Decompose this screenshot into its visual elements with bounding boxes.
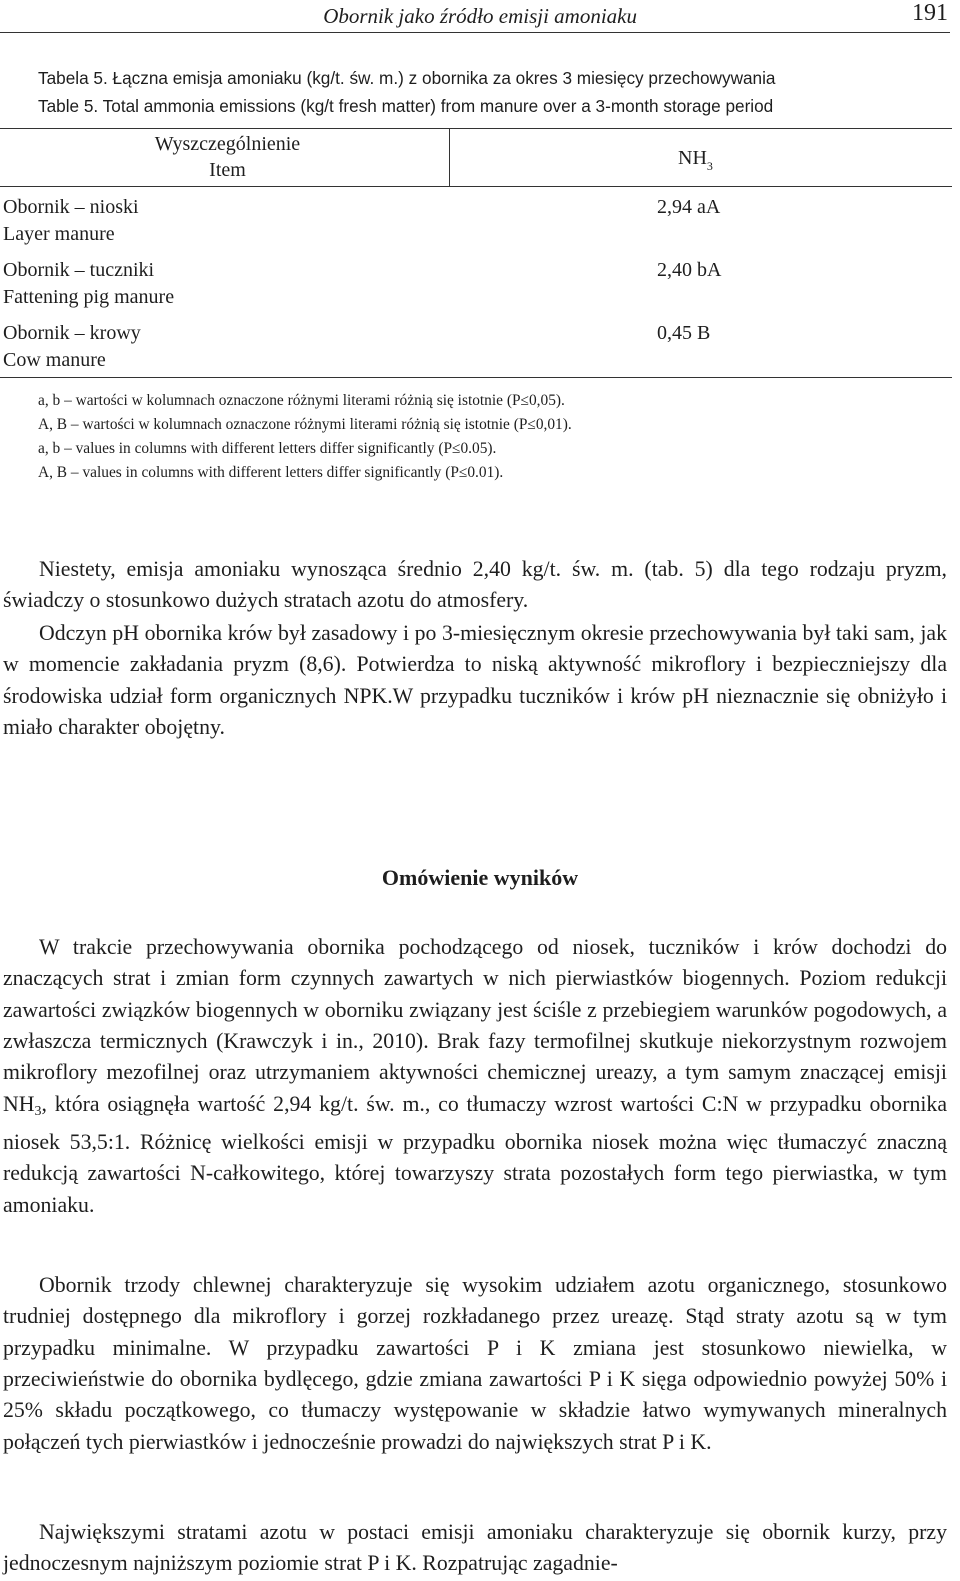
table-caption-pl: Tabela 5. Łączna emisja amoniaku (kg/t. św. m.) z obornika za okres 3 miesięcy przechowywania	[38, 68, 776, 88]
column-header-item-en: Item	[209, 159, 246, 181]
table-note: a, b – wartości w kolumnach oznaczone różnymi literami różnią się istotnie (P≤0,05).	[38, 392, 565, 409]
row-value: 0,45 B	[657, 322, 711, 344]
column-header-item	[145, 131, 310, 183]
row-value: 2,40 bA	[657, 259, 722, 281]
column-header-nh3-label: NH	[678, 147, 707, 169]
table-caption-en: Table 5. Total ammonia emissions (kg/t fresh matter) from manure over a 3-month storage period	[38, 96, 774, 116]
table-header-divider	[449, 128, 450, 186]
table-row	[3, 320, 141, 374]
table-row	[3, 257, 174, 311]
row-label-pl: Obornik – nioski	[3, 196, 139, 218]
paragraph	[3, 618, 947, 743]
paragraph-text: Obornik trzody chlewnej charakteryzuje się wysokim udziałem azotu organicznego, stosunkowo trudniej dostępnego dla mikroflory i gorzej rozkładanego przez ureazę. Stąd straty azotu są w tym przypadku minimalne. W przypadku zawartości P i K zmiana jest stosunkowo niewielka, w przeciwieństwie do obornika bydlęcego, gdzie zmiana zawartości P i K sięga odpowiednio powyżej 50% i 25% składu początkowego, co tłumaczy występowanie w składzie łatwo wymywanych mineralnych połączeń tych pierwiastków i jednocześnie prowadzi do największych strat P i K.	[3, 1273, 947, 1454]
paragraph	[3, 554, 947, 617]
row-label-en: Cow manure	[3, 349, 106, 371]
paragraph-text: , która osiągnęła wartość 2,94 kg/t. św. m., co tłumaczy wzrost wartości C:N w przypadku obornika niosek 53,5:1. Różnicę wielkości emisji w przypadku obornika niosek można więc tłumaczyć znaczną redukcją zawartości N-całkowitego, której towarzyszy strata pozostałych form tego pierwiastka, w tym amoniaku.	[3, 1091, 947, 1217]
paragraph-text: W trakcie przechowywania obornika pochodzącego od niosek, tuczników i krów dochodzi do znaczących strat i zmian form czynnych zawartych w nich pierwiastków biogennych. Poziom redukcji zawartości związków biogennych w oborniku związany jest ściśle z przebiegiem warunków pogodowych, a zwłaszcza termicznych (Krawczyk i in., 2010). Brak fazy termofilnej skutkuje niekorzystnym rozwojem mikroflory mezofilnej oraz utrzymaniem aktywności chemicznej ureazy, a tym samym znaczącej emisji NH	[3, 935, 947, 1116]
table-header-rule	[0, 186, 952, 187]
section-heading: Omówienie wyników	[381, 865, 579, 890]
paragraph-text: Niestety, emisja amoniaku wynosząca średnio 2,40 kg/t. św. m. (tab. 5) dla tego rodzaju pryzm, świadczy o stosunkowo dużych stratach azotu do atmosfery.	[3, 557, 947, 613]
paragraph	[3, 932, 947, 1221]
paragraph-text: Odczyn pH obornika krów był zasadowy i po 3-miesięcznym okresie przechowywania był taki sam, jak w momencie zakładania pryzm (8,6). Potwierdza to niską aktywność mikroflory i bezpieczniejszy dla środowiska udział form organicznych NPK.W przypadku tuczników i krów pH nieznacznie się obniżyło i miało charakter obojętny.	[3, 621, 947, 740]
table-bottom-rule	[0, 377, 952, 378]
row-value: 2,94 aA	[657, 196, 721, 218]
column-header-item-pl: Wyszczególnienie	[154, 133, 301, 155]
paragraph-text: Największymi stratami azotu w postaci emisji amoniaku charakteryzuje się obornik kurzy, przy jednoczesnym najniższym poziomie strat P i K. Rozpatrując zagadnie-	[3, 1520, 947, 1576]
running-title: Obornik jako źródło emisji amoniaku	[323, 4, 637, 28]
table-row	[3, 194, 139, 248]
subscript: 3	[34, 1103, 42, 1119]
page-number: 191	[912, 0, 948, 26]
paragraph	[3, 1517, 947, 1580]
table-note: A, B – wartości w kolumnach oznaczone różnymi literami różnią się istotnie (P≤0,01).	[38, 416, 572, 433]
table-note: a, b – values in columns with different letters differ significantly (P≤0.05).	[38, 440, 497, 457]
row-label-pl: Obornik – krowy	[3, 322, 141, 344]
table-top-rule	[0, 128, 952, 129]
column-header-nh3-subscript: 3	[706, 159, 713, 173]
row-label-pl: Obornik – tuczniki	[3, 259, 155, 281]
column-header-nh3	[678, 147, 713, 174]
paragraph	[3, 1270, 947, 1458]
row-label-en: Fattening pig manure	[3, 286, 175, 308]
row-label-en: Layer manure	[3, 223, 115, 245]
table-note: A, B – values in columns with different letters differ significantly (P≤0.01).	[38, 464, 504, 481]
page-header	[0, 0, 950, 33]
